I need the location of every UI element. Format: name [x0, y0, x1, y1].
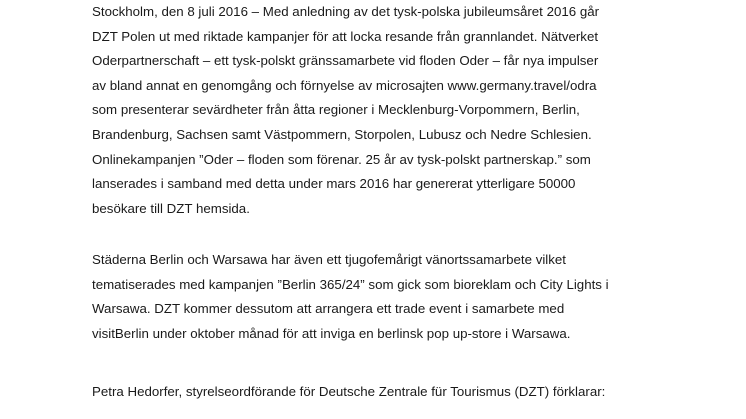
text-line: visitBerlin under oktober månad för att inviga en berlinsk pop up-store i Warsawa.	[92, 325, 571, 341]
text-line: Stockholm, den 8 juli 2016 – Med anledning av det tysk-polska jubileumsåret 2016 går	[92, 4, 600, 19]
text-line: tematiserades med kampanjen ”Berlin 365/24” som gick som bioreklam och City Lights i	[92, 276, 609, 292]
text-line: Brandenburg, Sachsen samt Västpommern, Storpolen, Lubusz och Nedre Schlesien.	[92, 126, 592, 142]
text-line: Oderpartnerschaft – ett tysk-polskt gränssamarbete vid floden Oder – får nya impulser	[92, 53, 599, 69]
text-line: Onlinekampanjen ”Oder – floden som förenar. 25 år av tysk-polskt partnerskap.” som	[92, 151, 591, 167]
paragraph-quote-intro	[92, 380, 746, 405]
paragraph-berlin-warsawa	[92, 248, 746, 346]
text-line: Petra Hedorfer, styrelseordförande för Deutsche Zentrale für Tourismus (DZT) förklarar:	[92, 384, 606, 399]
text-line: som presenterar sevärdheter från åtta regioner i Mecklenburg-Vorpommern, Berlin,	[92, 102, 580, 118]
text-line: av bland annat en genomgång och förnyelse av microsajten www.germany.travel/odra	[92, 77, 597, 93]
text-line: DZT Polen ut med riktade kampanjer för att locka resande från grannlandet. Nätverket	[92, 28, 599, 44]
text-line: Warsawa. DZT kommer dessutom att arrangera ett trade event i samarbete med	[92, 301, 565, 317]
text-line: Städerna Berlin och Warsawa har även ett tjugofemårigt vänortssamarbete vilket	[92, 252, 566, 267]
text-line: besökare till DZT hemsida.	[92, 200, 250, 216]
text-line: lanserades i samband med detta under mars 2016 har genererat ytterligare 50000	[92, 176, 576, 192]
paragraph-campaign-poland	[92, 0, 746, 221]
